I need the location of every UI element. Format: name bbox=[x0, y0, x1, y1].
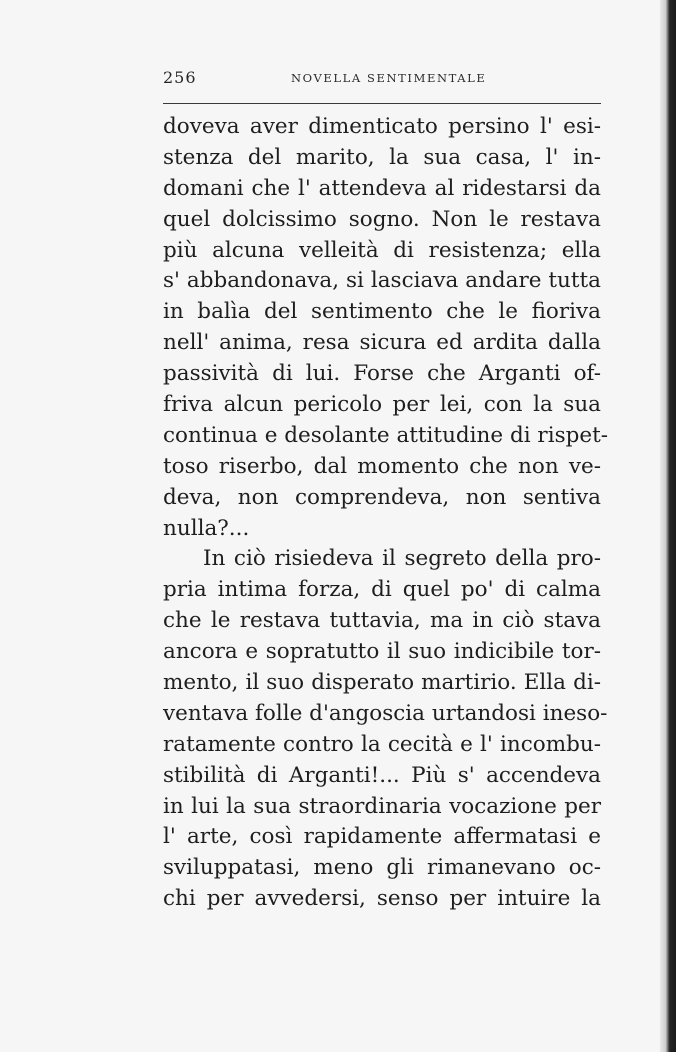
text-line: chi per avvedersi, senso per intuire la bbox=[163, 886, 601, 912]
text-line: pria intima forza, di quel po' di calma bbox=[163, 577, 601, 603]
text-line: deva, non comprendeva, non sentiva bbox=[163, 484, 601, 510]
running-title: NOVELLA SENTIMENTALE bbox=[291, 71, 487, 85]
text-line: l' arte, così rapidamente affermatasi e bbox=[163, 824, 601, 850]
text-line: continua e desolante attitudine di rispet- bbox=[163, 422, 609, 448]
text-line: stenza del marito, la sua casa, l' in- bbox=[163, 144, 601, 170]
text-line: In ciò risiedeva il segreto della pro- bbox=[203, 546, 601, 572]
text-line: ventava folle d'angoscia urtandosi ineso- bbox=[163, 700, 608, 726]
text-line: in balìa del sentimento che le fioriva bbox=[163, 299, 601, 325]
text-body bbox=[163, 112, 609, 915]
text-line: ratamente contro la cecità e l' incombu- bbox=[163, 731, 601, 757]
text-line: nulla?... bbox=[163, 515, 250, 541]
text-line: passività di lui. Forse che Arganti of- bbox=[163, 361, 601, 387]
text-line: sviluppatasi, meno gli rimanevano oc- bbox=[163, 855, 601, 881]
header-rule bbox=[163, 103, 601, 104]
text-line: quel dolcissimo sogno. Non le restava bbox=[163, 206, 601, 232]
text-line: s' abbandonava, si lasciava andare tutta bbox=[163, 268, 601, 294]
text-line: friva alcun pericolo per lei, con la sua bbox=[163, 392, 601, 418]
text-line: nell' anima, resa sicura ed ardita dalla bbox=[163, 330, 601, 356]
page-number: 256 bbox=[163, 68, 197, 87]
running-head bbox=[163, 68, 601, 90]
text-line: ancora e sopratutto il suo indicibile tor- bbox=[163, 639, 601, 665]
text-line: in lui la sua straordinaria vocazione per bbox=[163, 793, 601, 819]
page-edge-shadow bbox=[660, 0, 676, 1052]
text-line: stibilità di Arganti!... Più s' accendeva bbox=[163, 762, 601, 788]
text-line: doveva aver dimenticato persino l' esi- bbox=[163, 114, 601, 139]
text-line: mento, il suo disperato martirio. Ella di- bbox=[163, 670, 601, 696]
text-line: che le restava tuttavia, ma in ciò stava bbox=[163, 608, 601, 634]
text-line: più alcuna velleità di resistenza; ella bbox=[163, 237, 601, 263]
text-line: domani che l' attendeva al ridestarsi da bbox=[163, 175, 601, 201]
text-line: toso riserbo, dal momento che non ve- bbox=[163, 453, 601, 479]
